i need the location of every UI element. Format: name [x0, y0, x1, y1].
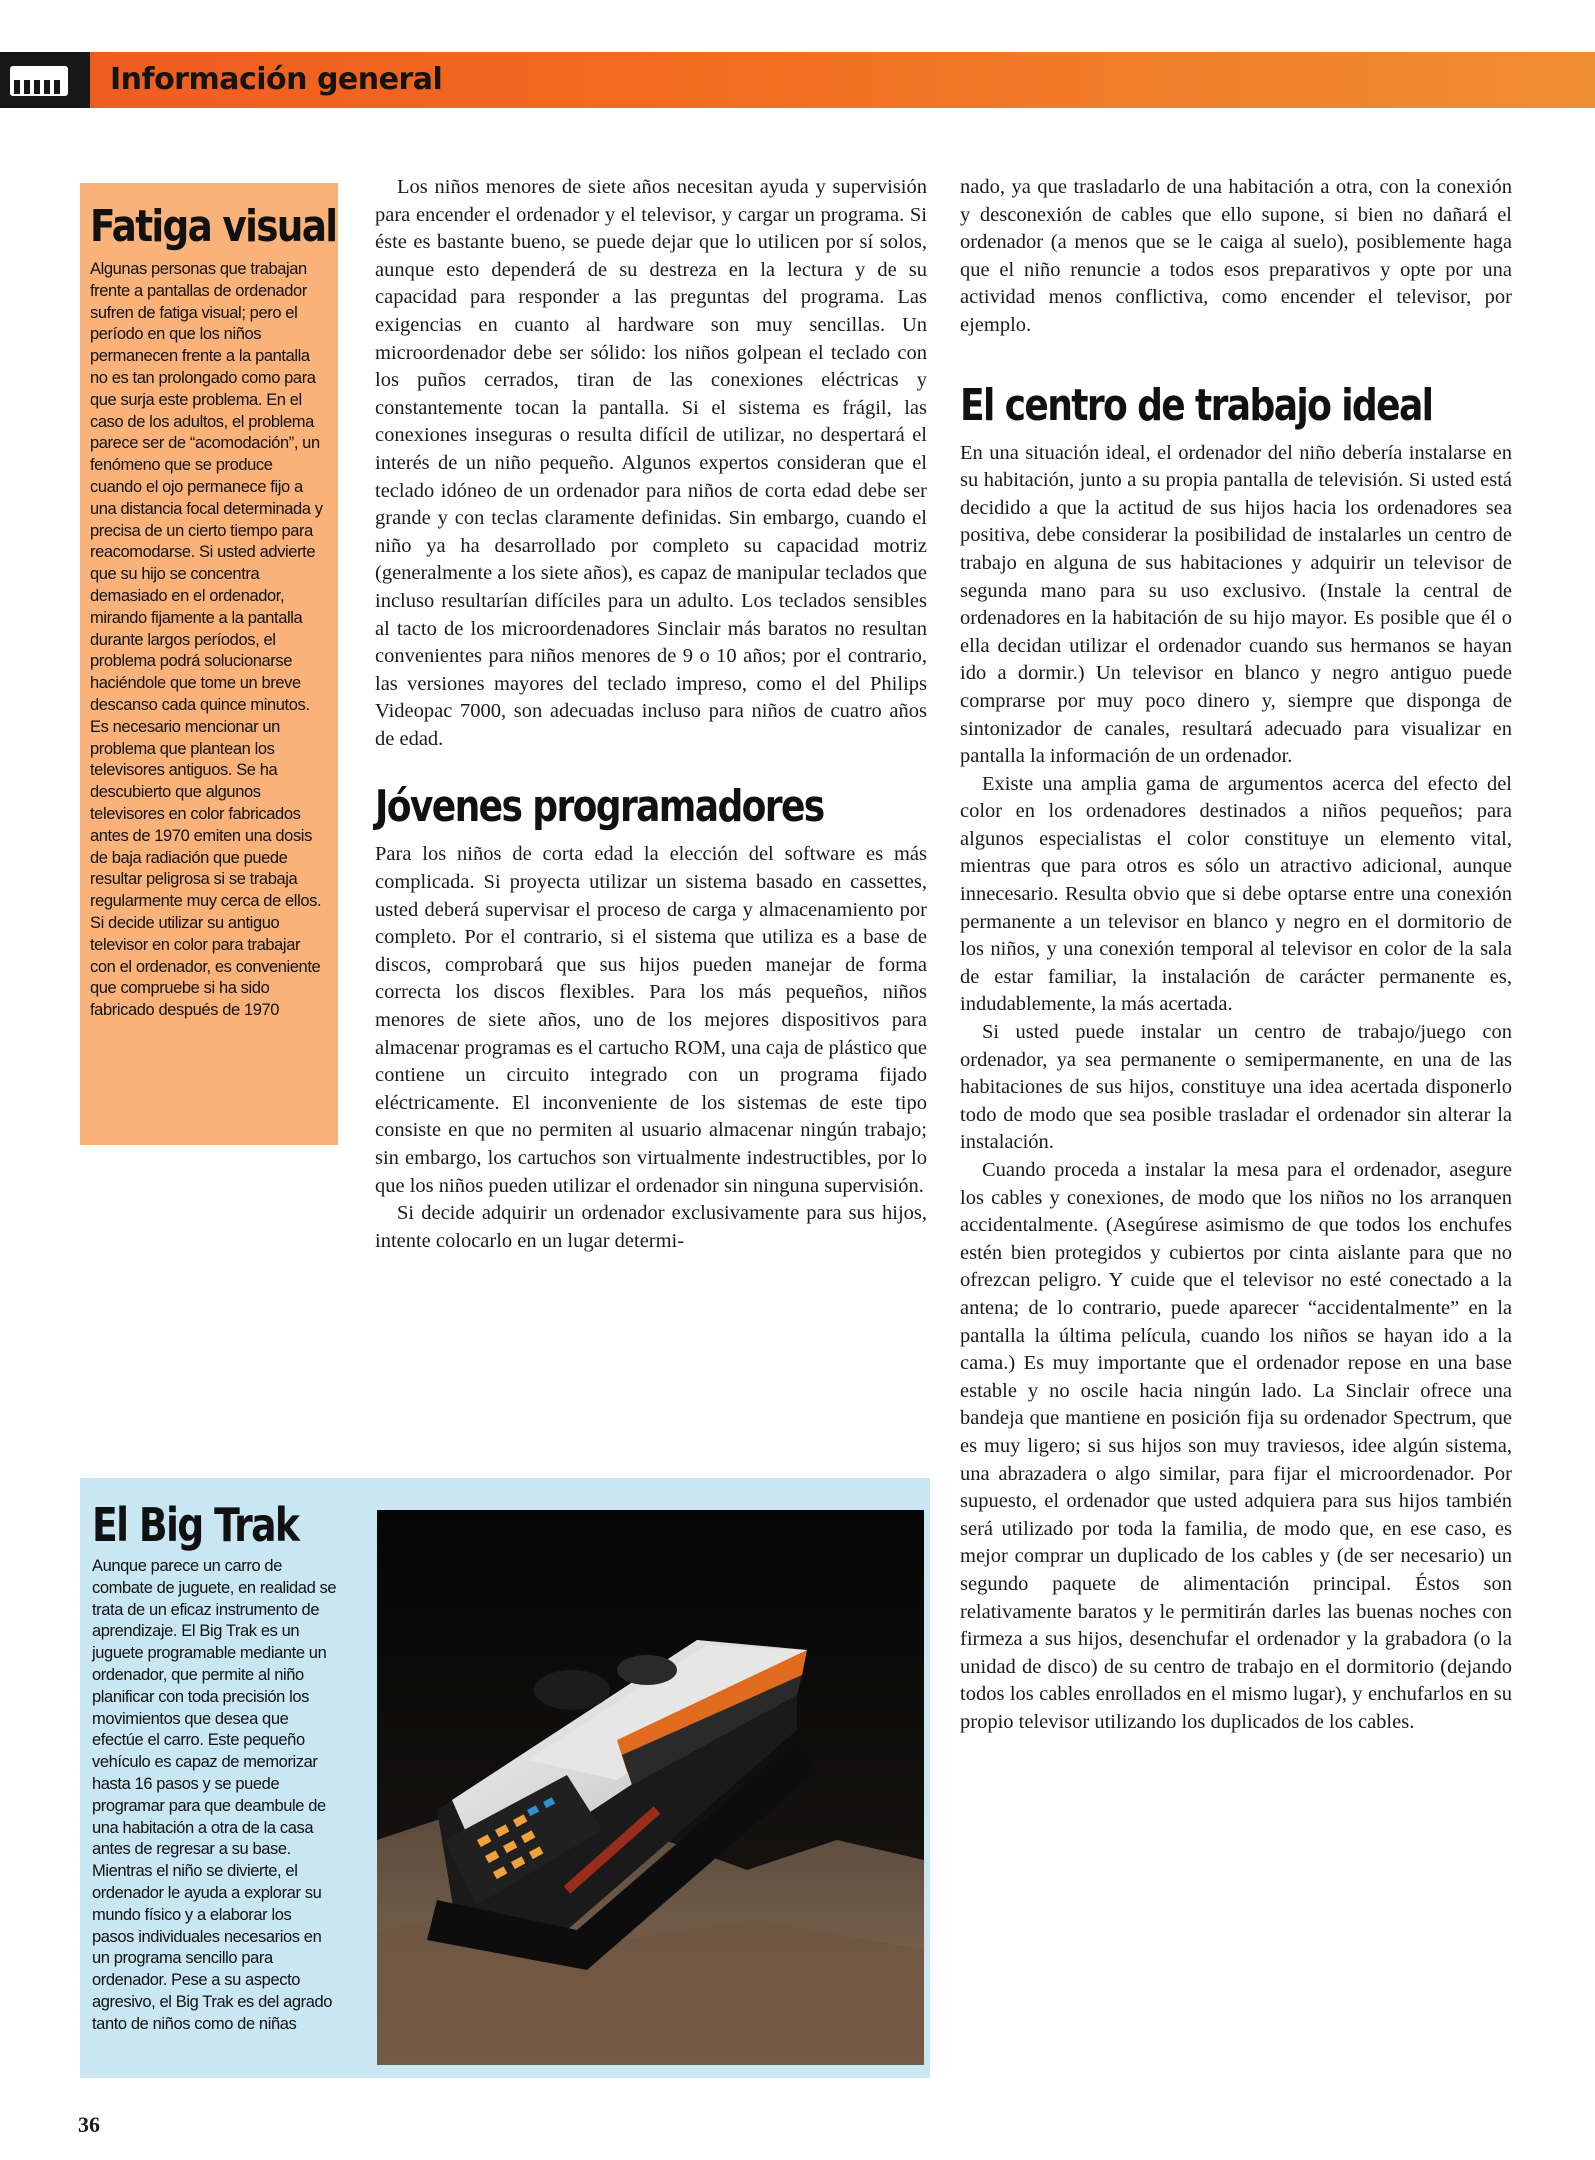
article-column-1 [375, 174, 927, 1255]
big-trak-text: Aunque parece un carro de combate de juguete, en realidad se trata de un eficaz instrumento de aprendizaje. El Big Trak es un juguete programable mediante un ordenador, que permite al niño planificar con toda precisión los movimientos que desea que efectúe el carro. Este pequeño vehículo es capaz de memorizar hasta 16 pasos y se puede programar para que deambule de una habitación a otra de la casa antes de regresar a su base. Mientras el niño se divierte, el ordenador le ayuda a explorar su mundo físico y a elaborar los pasos individuales necesarios en un programa sencillo para ordenador. Pese a su aspecto agresivo, el Big Trak es del agrado tanto de niños como de niñas [92, 1557, 337, 2033]
big-trak-toy-photo [377, 1510, 924, 2065]
heading-centro-de-trabajo: El centro de trabajo ideal [960, 379, 1433, 431]
article-paragraph: nado, ya que trasladarlo de una habitación a otra, con la conexión y desconexión de cables que ello supone, si bien no dañará el ordenador (a menos que se le caiga al suelo), posiblemente haga que el niño renuncie a todos esos preparativos y opte por una actividad menos conflictiva, como encender el televisor, por ejemplo. [960, 176, 1512, 336]
big-trak-heading: El Big Trak [92, 1498, 299, 1552]
article-paragraph: Para los niños de corta edad la elección del software es más complicada. Si proyecta utilizar un sistema basado en cassettes, usted deberá supervisar el proceso de carga y almacenamiento por completo. Por el contrario, si el sistema que utiliza es a base de discos, comprobará que sus hijos pueden manejar de forma correcta los discos flexibles. Para los más pequeños, niños menores de siete años, uno de los mejores dispositivos para almacenar programas es el cartucho ROM, una caja de plástico que contiene un circuito integrado con un programa fijado eléctricamente. El inconveniente de los sistemas de este tipo consiste en que no permiten al usuario almacenar ningún trabajo; sin embargo, los cartuchos son virtualmente indestructibles, por lo que los niños pueden utilizar el ordenador sin ninguna supervisión. [375, 843, 927, 1197]
section-title: Información general [110, 62, 443, 97]
article-paragraph: Cuando proceda a instalar la mesa para el ordenador, asegure los cables y conexiones, de modo que los niños no los arranquen accidentalmente. (Asegúrese asimismo de que todos los enchufes estén bien protegidos y cubiertos por cinta aislante para que no ofrezcan peligro. Y cuide que el televisor no esté conectado a la antena; de lo contrario, puede aparecer “accidentalmente” en la pantalla la última película, cuando los niños se hayan ido a la cama.) Es muy importante que el ordenador repose en una base estable y no oscile hacia ningún lado. La Sinclair ofrece una bandeja que mantiene en posición fija su ordenador Spectrum, que es muy ligero; si sus hijos son muy traviesos, idee algún sistema, una abrazadera o algo similar, para fijar el microordenador. Por supuesto, el ordenador que usted adquiera para sus hijos también será utilizado por toda la familia, de modo que, en ese caso, es mejor comprar un duplicado de los cables y (de ser necesario) un segundo paquete de alimentación principal. Éstos son relativamente baratos y le permitirán darles las buenas noches con firmeza a sus hijos, desenchufar el ordenador y la grabadora (o la unidad de disco) de su centro de trabajo en el dormitorio (dejando todos los cables enrollados en el mismo lugar), y enchufarlos en su propio televisor utilizando los duplicados de los cables. [960, 1159, 1512, 1733]
article-column-2 [960, 174, 1512, 1736]
sidebar-paragraph: Algunas personas que trabajan frente a pantallas de ordenador sufren de fatiga visual; pero el período en que los niños permanecen frente a la pantalla no es tan prolongado como para que surja este problema. En el caso de los adultos, el problema parece ser de “acomodación”, un fenómeno que se produce cuando el ojo permanece fijo a una distancia focal determinada y precisa de un cierto tiempo para reacomodarse. Si usted advierte que su hijo se concentra demasiado en el ordenador, mirando fijamente a la pantalla durante largos períodos, el problema podrá solucionarse haciéndole que tome un breve descanso cada quince minutos. [90, 260, 323, 714]
article-paragraph: Si usted puede instalar un centro de trabajo/juego con ordenador, ya sea permanente o semipermanente, en una de las habitaciones de sus hijos, constituye una idea acertada disponerlo todo de modo que sea posible trasladar el ordenador sin alterar la instalación. [960, 1021, 1512, 1154]
article-paragraph: Los niños menores de siete años necesitan ayuda y supervisión para encender el ordenador y el televisor, y cargar un programa. Si éste es bastante bueno, se puede dejar que lo utilicen por sí solos, aunque esto dependerá de su destreza en la lectura y de su capacidad para responder a las preguntas del programa. Las exigencias en cuanto al hardware son muy sencillas. Un microordenador debe ser sólido: los niños golpean el teclado con los puños cerrados, tiran de las conexiones eléctricas y constantemente tocan la pantalla. Si el sistema es frágil, las conexiones inseguras o resulta difícil de utilizar, no despertará el interés de un niño pequeño. Algunos expertos consideran que el teclado idóneo de un ordenador para niños de corta edad debe ser grande y con teclas claramente definidas. Sin embargo, cuando el niño ya ha desarrollado por completo su capacidad motriz (generalmente a los siete años), es capaz de manipular teclados que incluso resultarían difíciles para un adulto. Los teclados sensibles al tacto de los microordenadores Sinclair más baratos no resultan convenientes para niños menores de 9 o 10 años; por el contrario, las versiones mayores del teclado impreso, como el del Philips Videopac 7000, son adecuadas incluso para niños de cuatro años de edad. [375, 176, 927, 750]
sidebar-paragraph: Es necesario mencionar un problema que plantean los televisores antiguos. Se ha descubierto que algunos televisores en color fabricados antes de 1970 emiten una dosis de baja radiación que puede resultar peligrosa si se trabaja regularmente muy cerca de ellos. Si decide utilizar su antiguo televisor en color para trabajar con el ordenador, es conveniente que compruebe si ha sido fabricado después de 1970 [90, 717, 322, 1020]
sidebar-fatiga-visual [80, 183, 338, 1145]
heading-jovenes-programadores: Jóvenes programadores [375, 781, 824, 833]
sidebar-heading: Fatiga visual [90, 201, 337, 252]
article-paragraph: Si decide adquirir un ordenador exclusivamente para sus hijos, intente colocarlo en un lugar determi- [375, 1202, 927, 1252]
sidebar-text [90, 259, 324, 1022]
big-trak-box [80, 1478, 930, 2078]
keyboard-icon [0, 52, 90, 108]
article-paragraph: En una situación ideal, el ordenador del niño debería instalarse en su habitación, junto a su propia pantalla de televisión. Si usted está decidido a que la actitud de sus hijos hacia los ordenadores sea positiva, debe considerar la posibilidad de instalarles un centro de trabajo en alguna de sus habitaciones y adquirir un televisor de segunda mano para su uso exclusivo. (Instale la central de ordenadores en la habitación de su hijo mayor. Es posible que él o ella decidan utilizar el ordenador cuando sus hermanos se hayan ido a dormir.) Un televisor en blanco y negro antiguo puede comprarse por muy poco dinero y, siempre que disponga de sintonizador de canales, resultará adecuado para visualizar en pantalla la información de un ordenador. [960, 441, 1512, 768]
article-paragraph: Existe una amplia gama de argumentos acerca del efecto del color en los ordenadores destinados a niños pequeños; para algunos especialistas el color constituye un elemento vital, mientras que para otros es sólo un atractivo adicional, aunque innecesario. Resulta obvio que si debe optarse entre una conexión permanente a un televisor en blanco y negro en el dormitorio de los niños, y una conexión temporal al televisor en color de la sala de estar familiar, la instalación de carácter permanente es, indudablemente, la más acertada. [960, 772, 1512, 1016]
big-trak-sidebar [92, 1498, 337, 2036]
section-header-bar [0, 52, 1595, 108]
page-number: 36 [78, 2112, 100, 2137]
